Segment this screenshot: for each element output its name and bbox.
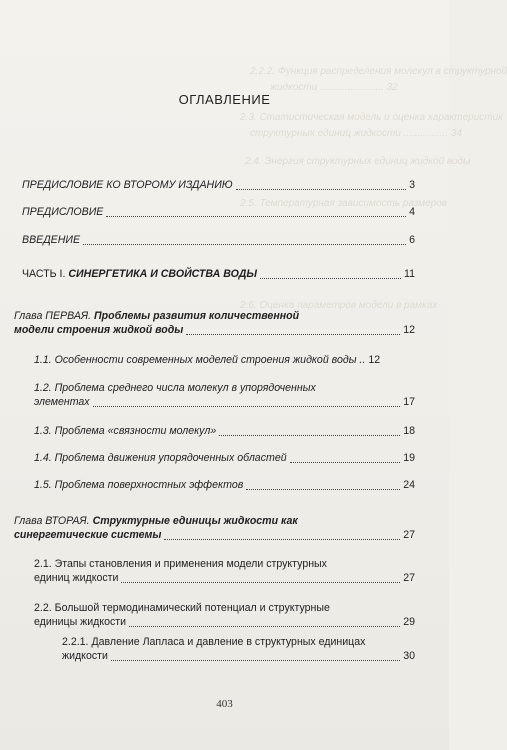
toc-page-number: 3 [409,179,415,191]
toc-page-number: 12 [403,324,415,336]
leader-dots [260,278,401,279]
bleed-through-text: структурных единиц жидкости ................ 34 [250,128,462,139]
toc-entry-title: 1.2. Проблема среднего числа молекул в упорядоченных [34,382,316,394]
toc-entry-section-1-3[interactable] [34,424,415,438]
toc-entry-section-2-2[interactable] [34,601,415,629]
leader-dots [93,406,401,407]
toc-chapter-prefix: Глава ВТОРАЯ. [14,515,90,527]
toc-entry-title: 2.2.1. Давление Лапласа и давление в структурных единицах [62,636,366,648]
toc-entry-title-continued: жидкости [62,650,108,662]
toc-entry-section-1-2[interactable] [34,381,415,409]
toc-page-number: 18 [403,425,415,437]
bleed-through-text: 2.5. Температурная зависимость размеров [240,198,448,209]
leader-dots [121,582,400,583]
toc-entry-title-continued: единиц жидкости [34,572,119,584]
bleed-through-text: 2.2.2. Функция распределения молекул в структурной [250,66,507,77]
leader-dots [106,216,406,217]
toc-entry-preface-second-edition[interactable] [22,178,415,192]
toc-entry-title-continued: элементах [34,396,90,408]
toc-entry-title: Проблемы развития количественной [94,310,300,322]
toc-entry-introduction[interactable] [22,233,415,247]
toc-page-number: 29 [403,616,415,628]
bleed-through-text: 2.3. Статистическая модель и оценка характеристик [240,112,503,123]
toc-page-number: 27 [403,572,415,584]
toc-entry-title: ПРЕДИСЛОВИЕ [22,206,104,218]
bleed-through-text: 2.6. Оценка параметров модели в рамках [240,300,438,311]
toc-page-number: 30 [403,650,415,662]
toc-entry-section-2-1[interactable] [34,557,415,585]
toc-entry-section-1-5[interactable] [34,478,415,492]
toc-page-number: 24 [403,479,415,491]
toc-entry-line [34,615,415,629]
toc-page-number: 12 [368,354,381,366]
leader-dots [164,539,400,540]
toc-entry-chapter-1[interactable] [14,309,415,337]
toc-entry-chapter-2[interactable] [14,514,415,542]
toc-entry-title: СИНЕРГЕТИКА И СВОЙСТВА ВОДЫ [68,268,257,280]
leader-dots [246,489,400,490]
page-number: 403 [216,698,233,710]
toc-entry-line [34,571,415,585]
toc-page-number: 11 [404,268,415,280]
bleed-through-text: 2.4. Энергия структурных единиц жидкой воды [245,156,471,167]
leader-dots [236,189,406,190]
toc-page-number: 27 [403,529,415,541]
toc-entry-preface[interactable] [22,205,415,219]
toc-page-number: 6 [409,234,415,246]
toc-entry-title: ПРЕДИСЛОВИЕ КО ВТОРОМУ ИЗДАНИЮ [22,179,233,191]
toc-part-prefix: ЧАСТЬ I. [22,268,66,280]
toc-page-number: 4 [409,206,415,218]
toc-entry-title: 1.4. Проблема движения упорядоченных областей [34,452,287,464]
leader-dots [186,334,400,335]
toc-entry-title: Структурные единицы жидкости как [92,515,298,527]
toc-entry-title: 1.1. Особенности современных моделей строения жидкой воды .. [34,354,366,366]
toc-entry-line [14,323,415,337]
leader-dots [290,462,401,463]
toc-entry-section-2-2-1[interactable] [62,635,415,663]
toc-entry-line [34,395,415,409]
toc-entry-line [14,528,415,542]
toc-entry-title-continued: синергетические системы [14,529,162,541]
bleed-through-text: жидкости ....................... 32 [270,82,398,93]
toc-entry-part-1[interactable] [22,267,415,281]
toc-entry-title-continued: единицы жидкости [34,616,127,628]
toc-entry-line [62,649,415,663]
page-title: ОГЛАВЛЕНИЕ [178,92,271,107]
leader-dots [111,660,400,661]
leader-dots [219,435,400,436]
toc-page-number: 19 [403,452,415,464]
toc-entry-section-1-1[interactable] [34,353,415,367]
toc-entry-title: 2.1. Этапы становления и применения модели структурных [34,558,327,570]
toc-entry-section-1-4[interactable] [34,451,415,465]
toc-page-number: 17 [403,396,415,408]
toc-entry-title: ВВЕДЕНИЕ [22,234,81,246]
leader-dots [129,626,400,627]
toc-entry-title: 1.5. Проблема поверхностных эффектов [34,479,244,491]
toc-entry-title: 1.3. Проблема «связности молекул» [34,425,217,437]
toc-entry-title: 2.2. Большой термодинамический потенциал и структурные [34,602,330,614]
leader-dots [83,244,406,245]
toc-chapter-prefix: Глава ПЕРВАЯ. [14,310,92,322]
toc-entry-title-continued: модели строения жидкой воды [14,324,184,336]
